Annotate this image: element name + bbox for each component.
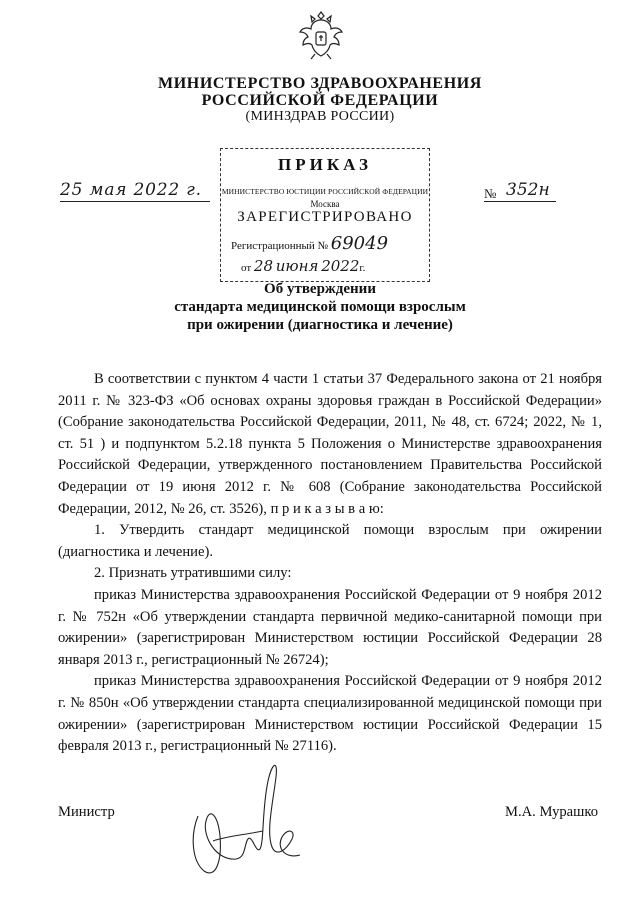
stamp-registered: ЗАРЕГИСТРИРОВАНО [237,209,413,225]
document-type: ПРИКАЗ [278,155,372,174]
stamp-reg-label: Регистрационный № [231,240,329,252]
preamble-paragraph: В соответствии с пунктом 4 части 1 статьи 37 Федерального закона от 21 ноября 2011 г. № 323-ФЗ «Об основах охраны здоровья граждан в Российской Федерации» (Собрание законодательства Российской Федерации, 2011, № 48, ст. 6724; 2022, № 1, ст. 51 ) и подпунктом 5.2.18 пункта 5 Положения о Министерстве здравоохранения Российской Федерации, утвержденного постановлением Правительства Российской Федерации от 19 июня 2012 г. № 608 (Собрание законодательства Российской Федерации, 2012, № 26, ст. 3526), п р и к а з ы в а ю: [58,371,602,517]
repealed-order-2: приказ Министерства здравоохранения Российской Федерации от 9 ноября 2012 г. № 850н «Об утверждении стандарта специализированной медицинской помощи при ожирении» (зарегистрирован Министерством юстиции Российской Федерации 15 февраля 2013 г., регистрационный № 27116). [58,673,602,755]
order-number-label: № [484,186,497,201]
item-1-paragraph: 1. Утвердить стандарт медицинской помощи взрослым при ожирении (диагностика и лечение). [58,522,602,560]
stamp-date-day: 28 [253,257,274,275]
stamp-date-prefix: от [241,262,252,274]
order-title-line-1: Об утверждении [264,281,376,297]
repealed-order-1: приказ Министерства здравоохранения Российской Федерации от 9 ноября 2012 г. № 752н «Об утверждении стандарта первичной медико-санитарной помощи при ожирении» (зарегистрирован Министерством юстиции Российской Федерации 28 января 2013 г., регистрационный № 26724); [58,586,602,668]
order-number-underline [484,201,556,202]
order-title-line-3: при ожирении (диагностика и лечение) [187,317,453,333]
order-date-underline [60,201,210,202]
stamp-reg-number: 69049 [330,233,389,254]
ministry-short-name: (МИНЗДРАВ РОССИИ) [245,109,395,124]
stamp-city: Москва [310,199,340,209]
ministry-name-line-2: РОССИЙСКОЙ ФЕДЕРАЦИИ [201,92,439,109]
order-title-line-2: стандарта медицинской помощи взрослым [174,299,466,315]
stamp-date [241,257,365,275]
order-date: 25 мая 2022 г. [60,180,202,200]
handwritten-signature [178,756,328,876]
stamp-registration-number [231,233,388,254]
registration-stamp [220,148,430,282]
signatory-role: Министр [58,804,115,820]
order-number: 352н [506,180,550,200]
stamp-date-month: июня [275,257,319,275]
stamp-date-year: 2022 [321,257,360,275]
coat-of-arms-icon [297,6,345,62]
ministry-name: МИНИСТЕРСТВО ЗДРАВООХРАНЕНИЯ [158,75,482,92]
signatory-name: М.А. Мурашко [505,804,599,820]
stamp-organization: МИНИСТЕРСТВО ЮСТИЦИИ РОССИЙСКОЙ ФЕДЕРАЦИИ [221,187,429,196]
stamp-date-suffix: г. [359,262,366,274]
order-body [58,369,602,758]
item-2-paragraph: 2. Признать утратившими силу: [94,565,292,582]
